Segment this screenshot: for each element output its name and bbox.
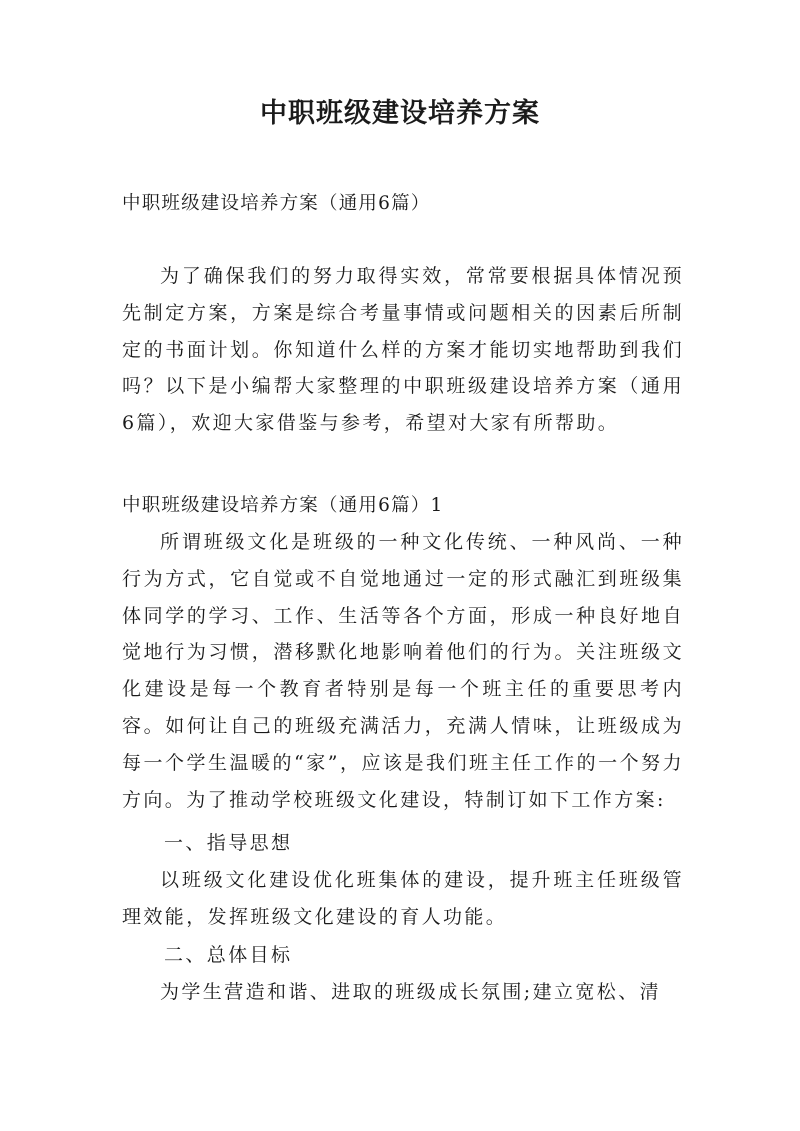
paragraph-3: 为学生营造和谐、进取的班级成长氛围;建立宽松、清 <box>160 981 662 1003</box>
document-subtitle: 中职班级建设培养方案（通用6篇） <box>122 193 431 214</box>
paragraph-2: 以班级文化建设优化班集体的建设，提升班主任班级管理效能，发挥班级文化建设的育人功能。 <box>122 869 684 928</box>
subheading-overall-goal: 二、总体目标 <box>164 944 293 966</box>
intro-paragraph: 为了确保我们的努力取得实效，常常要根据具体情况预先制定方案，方案是综合考量事情或问题相关的因素后所制定的书面计划。你知道什么样的方案才能切实地帮助到我们吗？以下是小编帮大家整理的中职班级建设培养方案（通用6篇），欢迎大家借鉴与参考，希望对大家有所帮助。 <box>122 265 684 435</box>
document-title: 中职班级建设培养方案 <box>260 98 540 129</box>
section-heading: 中职班级建设培养方案（通用6篇）1 <box>122 495 444 516</box>
subheading-guiding-ideology: 一、指导思想 <box>164 832 293 854</box>
paragraph-1: 所谓班级文化是班级的一种文化传统、一种风尚、一种行为方式，它自觉或不自觉地通过一定的形式融汇到班级集体同学的学习、工作、生活等各个方面，形成一种良好地自觉地行为习惯，潜移默化地影响着他们的行为。关注班级文化建设是每一个教育者特别是每一个班主任的重要思考内容。如何让自己的班级充满活力，充满人情味，让班级成为每一个学生温暖的“家”，应该是我们班主任工作的一个努力方向。为了推动学校班级文化建设，特制订如下工作方案: <box>122 531 684 811</box>
